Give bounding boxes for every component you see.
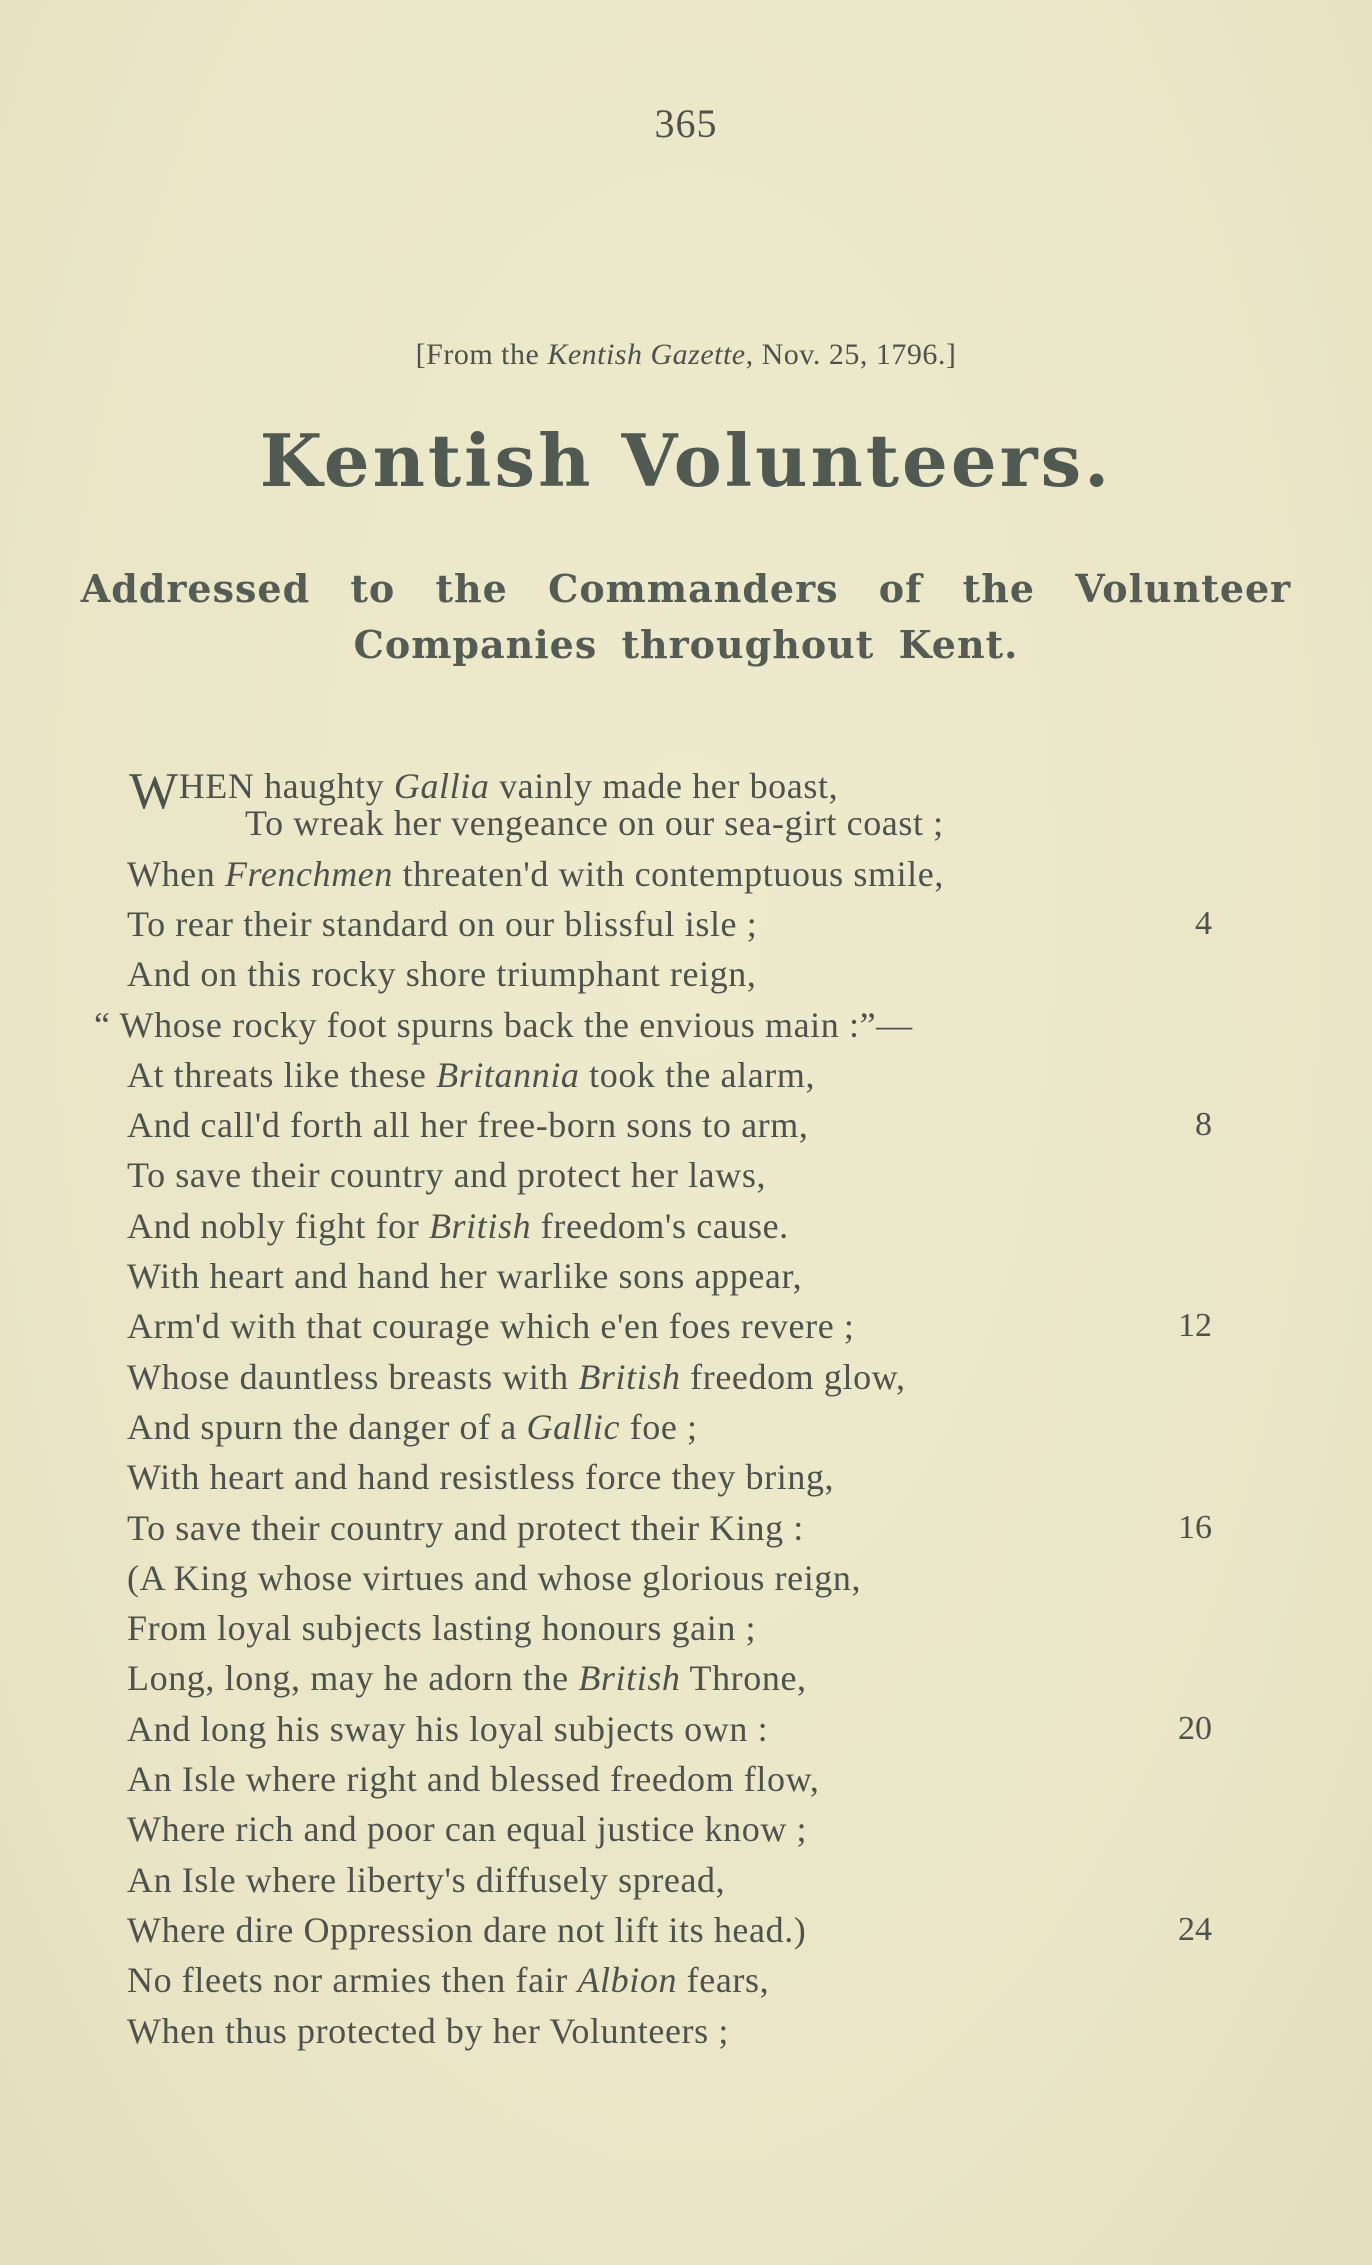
poem-line <box>125 752 839 820</box>
poem-line <box>127 1205 789 1255</box>
line-text: To rear their standard on our blissful isle ; <box>127 903 758 944</box>
line-number: 24 <box>1178 1910 1212 1948</box>
line-text: Where dire Oppression dare not lift its head.) <box>127 1909 807 1950</box>
poem-line <box>127 1758 819 1808</box>
line-text: fears, <box>677 1960 770 2001</box>
poem-line <box>127 903 757 953</box>
italic-text: Albion <box>577 1960 678 2001</box>
poem-line <box>127 853 944 903</box>
line-text: When thus protected by her Volunteers ; <box>127 2010 729 2051</box>
line-text: vainly made her boast, <box>489 766 839 806</box>
line-number: 8 <box>1195 1106 1212 1144</box>
italic-text: Frenchmen <box>224 853 393 894</box>
italic-text: British <box>578 1356 681 1397</box>
poem-line <box>127 1859 725 1909</box>
italic-text: Gallia <box>393 766 490 806</box>
poem-line <box>127 1255 802 1305</box>
source-citation <box>0 338 1372 372</box>
drop-initial: W <box>129 763 179 820</box>
poem-subtitle-line-2: Companies throughout Kent. <box>353 622 1019 667</box>
poem-line <box>127 2010 729 2060</box>
line-text: foe ; <box>620 1406 698 1447</box>
poem-line <box>127 1356 906 1406</box>
poem-line <box>127 1456 834 1506</box>
line-text: To save their country and protect their King : <box>127 1507 804 1548</box>
line-number: 12 <box>1178 1307 1212 1345</box>
poem-title: Kentish Volunteers. <box>259 418 1113 503</box>
poem-line <box>127 1808 807 1858</box>
line-number: 16 <box>1178 1508 1212 1546</box>
line-text: Arm'd with that courage which e'en foes revere ; <box>127 1306 855 1347</box>
poem-line <box>127 1507 804 1557</box>
source-prefix: [From the <box>415 338 548 371</box>
line-text: An Isle where right and blessed freedom flow, <box>127 1759 820 1799</box>
line-text: (A King whose virtues and whose glorious reign, <box>127 1557 862 1598</box>
source-newspaper: Kentish Gazette, <box>547 338 754 371</box>
poem-subtitle-line-1: Addressed to the Commanders of the Volunteer <box>80 566 1292 611</box>
poem-line <box>127 1054 815 1104</box>
line-text: At threats like these <box>127 1054 437 1095</box>
line-text: threaten'd with contemptuous smile, <box>392 853 944 894</box>
line-text: And long his sway his loyal subjects own : <box>127 1708 769 1749</box>
poem-line <box>127 1607 756 1657</box>
line-text: Where rich and poor can equal justice know ; <box>127 1809 808 1850</box>
line-text: From loyal subjects lasting honours gain ; <box>127 1608 757 1649</box>
italic-text: Gallic <box>526 1406 621 1447</box>
poem-line <box>127 1959 769 2009</box>
source-date: Nov. 25, 1796.] <box>753 338 957 371</box>
poem-line <box>94 1004 913 1054</box>
line-text: To save their country and protect her laws, <box>127 1155 767 1196</box>
poem-line <box>127 1305 855 1355</box>
line-text: With heart and hand resistless force they bring, <box>127 1457 835 1498</box>
line-text: Whose dauntless breasts with <box>127 1356 579 1397</box>
poem-line <box>127 1909 806 1959</box>
line-text: With heart and hand her warlike sons appear, <box>127 1256 803 1296</box>
line-text: And on this rocky shore triumphant reign, <box>127 954 757 995</box>
poem-line <box>127 1154 766 1204</box>
italic-text: British <box>578 1658 681 1699</box>
poem-line <box>127 1708 768 1758</box>
line-text: To wreak her vengeance on our sea-girt coast ; <box>245 803 944 844</box>
line-text: And call'd forth all her free-born sons to arm, <box>127 1105 809 1146</box>
poem-line <box>127 1657 807 1707</box>
line-text: HEN haughty <box>178 766 394 806</box>
poem-line <box>127 1557 861 1607</box>
page-number: 365 <box>654 101 718 146</box>
line-text: freedom glow, <box>680 1356 906 1397</box>
line-number: 20 <box>1178 1709 1212 1747</box>
line-number: 4 <box>1195 904 1212 942</box>
line-text: Long, long, may he adorn the <box>127 1658 579 1699</box>
line-text: And nobly fight for <box>127 1205 429 1246</box>
poem-line <box>127 1104 808 1154</box>
italic-text: British <box>428 1205 532 1246</box>
poem-line <box>127 953 757 1003</box>
poem-line <box>245 802 944 852</box>
line-text: And spurn the danger of a <box>127 1406 527 1447</box>
line-text: When <box>127 853 225 894</box>
line-text: took the alarm, <box>579 1054 816 1095</box>
line-text: An Isle where liberty's diffusely spread, <box>127 1859 726 1900</box>
italic-text: Britannia <box>436 1054 580 1095</box>
line-text: freedom's cause. <box>531 1205 789 1246</box>
line-text: Throne, <box>680 1658 807 1699</box>
line-text: “ Whose rocky foot spurns back the envious main :”— <box>94 1004 913 1045</box>
poem-line <box>127 1406 698 1456</box>
line-text: No fleets nor armies then fair <box>127 1960 578 2001</box>
